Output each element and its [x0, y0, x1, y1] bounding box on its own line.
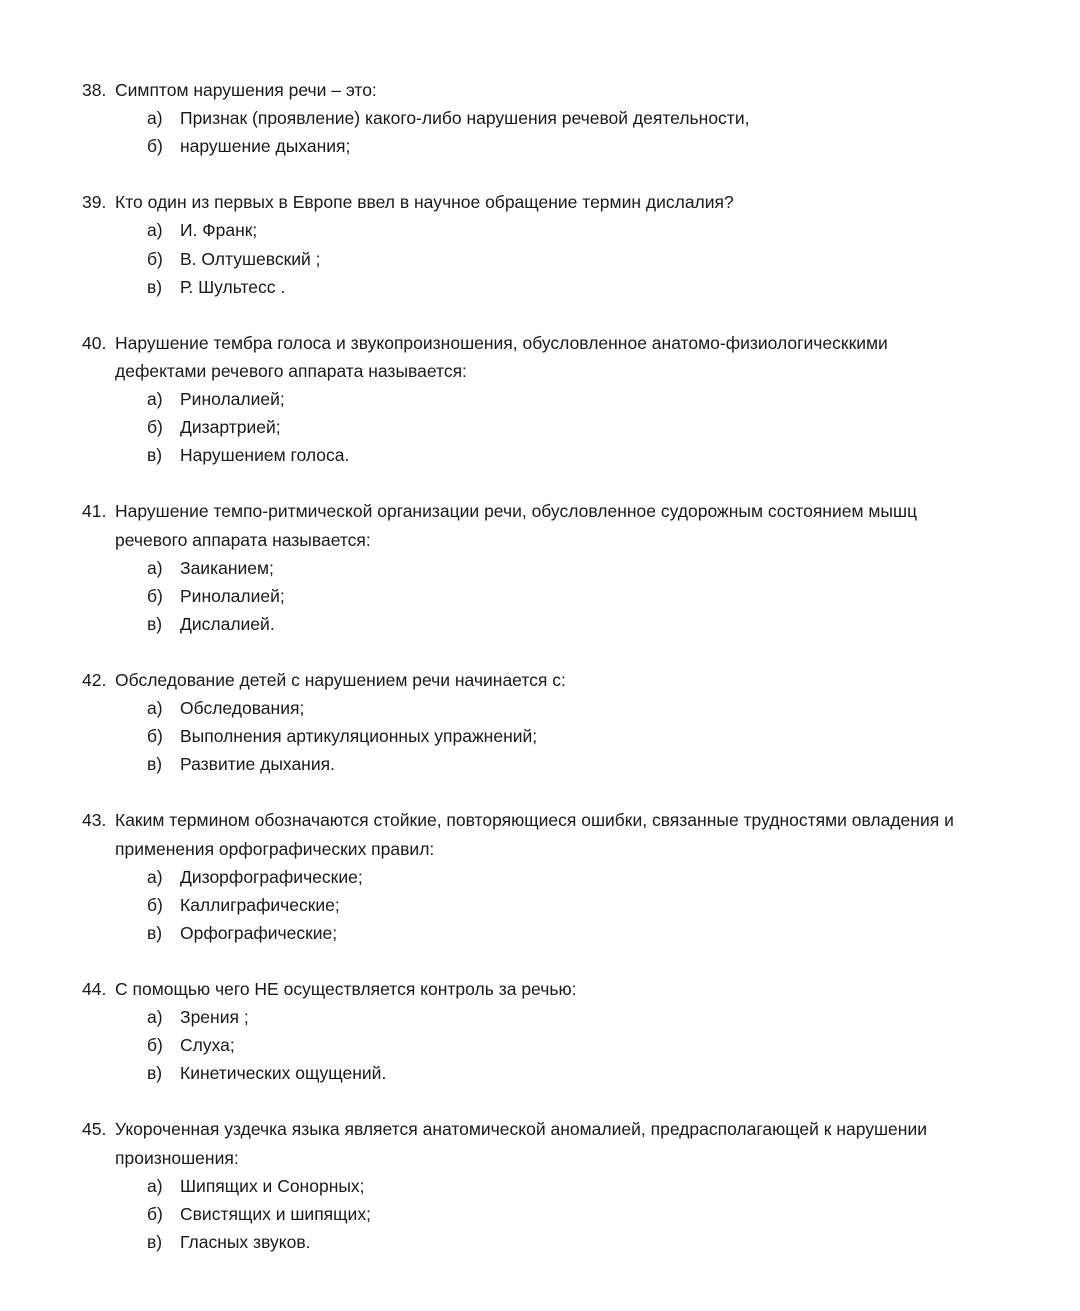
option-letter: а) — [147, 1175, 163, 1196]
question-44 — [0, 975, 1080, 1087]
answer-option — [0, 554, 1080, 582]
answer-option — [0, 610, 1080, 638]
option-letter: в) — [147, 445, 163, 466]
option-letter: б) — [147, 894, 163, 915]
option-letter: б) — [147, 1035, 163, 1056]
document-page — [0, 76, 1080, 1284]
option-letter: б) — [147, 585, 163, 606]
option-letter: а) — [147, 1007, 163, 1028]
option-text: Шипящих и Сонорных; — [180, 1175, 365, 1196]
answer-option — [0, 413, 1080, 441]
option-text: Обследования; — [180, 698, 305, 719]
question-line — [0, 1115, 1080, 1143]
option-text: Выполнения артикуляционных упражнений; — [180, 726, 538, 747]
option-text: Нарушением голоса. — [180, 445, 350, 466]
question-text: Нарушение темпо-ритмической организации речи, обусловленное судорожным состоянием мышц — [115, 501, 918, 522]
question-text: Обследование детей с нарушением речи начинается с: — [115, 669, 566, 690]
answer-option — [0, 1172, 1080, 1200]
question-line — [0, 76, 1080, 104]
question-number: 39. — [82, 192, 107, 213]
question-text: применения орфографических правил: — [115, 838, 435, 859]
question-line — [0, 497, 1080, 525]
option-letter: в) — [147, 613, 163, 634]
question-text: речевого аппарата называется: — [115, 529, 371, 550]
option-text: Гласных звуков. — [180, 1231, 311, 1252]
question-45 — [0, 1115, 1080, 1255]
answer-option — [0, 216, 1080, 244]
option-text: И. Франк; — [180, 220, 258, 241]
question-line — [0, 1144, 1080, 1172]
option-text: Дизартрией; — [180, 417, 281, 438]
question-number: 38. — [82, 80, 107, 100]
answer-option — [0, 385, 1080, 413]
answer-option — [0, 694, 1080, 722]
option-letter: в) — [147, 754, 163, 775]
option-text: Орфографические; — [180, 922, 338, 943]
option-text: Зрения ; — [180, 1007, 249, 1028]
question-line — [0, 806, 1080, 834]
option-text: В. Олтушевский ; — [180, 248, 321, 269]
option-letter: а) — [147, 389, 163, 410]
question-line — [0, 835, 1080, 863]
question-number: 44. — [82, 979, 107, 999]
answer-option — [0, 1003, 1080, 1031]
option-letter: а) — [147, 557, 163, 578]
question-38 — [0, 76, 1080, 160]
option-text: Каллиграфические; — [180, 894, 340, 915]
question-text: Кто один из первых в Европе ввел в научное обращение термин дислалия? — [115, 192, 734, 213]
option-letter: а) — [147, 220, 163, 241]
question-text: дефектами речевого аппарата называется: — [115, 360, 467, 381]
option-letter: в) — [147, 1231, 163, 1252]
option-text: Ринолалией; — [180, 389, 285, 410]
option-text: Р. Шультесс . — [180, 276, 286, 297]
question-number: 41. — [82, 501, 107, 522]
option-text: нарушение дыхания; — [180, 136, 351, 157]
option-letter: в) — [147, 1063, 163, 1084]
answer-option — [0, 245, 1080, 273]
answer-option — [0, 1059, 1080, 1087]
option-letter: б) — [147, 417, 163, 438]
answer-option — [0, 1200, 1080, 1228]
option-text: Признак (проявление) какого-либо нарушения речевой деятельности, — [180, 108, 750, 129]
question-line — [0, 329, 1080, 357]
answer-option — [0, 273, 1080, 301]
option-letter: а) — [147, 866, 163, 887]
answer-option — [0, 750, 1080, 778]
question-text: Нарушение тембра голоса и звукопроизношения, обусловленное анатомо-физиологическкими — [115, 332, 888, 353]
option-letter: а) — [147, 108, 163, 129]
question-text: Каким термином обозначаются стойкие, повторяющиеся ошибки, связанные трудностями овладения и — [115, 810, 954, 831]
answer-option — [0, 104, 1080, 132]
answer-option — [0, 582, 1080, 610]
question-39 — [0, 188, 1080, 300]
question-text: Симптом нарушения речи – это: — [115, 80, 377, 100]
option-text: Дислалией. — [180, 613, 275, 634]
question-number: 42. — [82, 669, 107, 690]
option-text: Слуха; — [180, 1035, 235, 1056]
question-text: Укороченная уздечка языка является анатомической аномалией, предрасполагающей к нарушении — [115, 1119, 927, 1140]
option-letter: б) — [147, 726, 163, 747]
option-letter: а) — [147, 698, 163, 719]
question-line — [0, 975, 1080, 1003]
answer-option — [0, 722, 1080, 750]
question-43 — [0, 806, 1080, 946]
option-letter: б) — [147, 1203, 163, 1224]
option-text: Ринолалией; — [180, 585, 285, 606]
option-letter: в) — [147, 922, 163, 943]
answer-option — [0, 1228, 1080, 1256]
answer-option — [0, 919, 1080, 947]
question-line — [0, 357, 1080, 385]
option-letter: в) — [147, 276, 163, 297]
answer-option — [0, 441, 1080, 469]
question-number: 40. — [82, 332, 107, 353]
answer-option — [0, 863, 1080, 891]
option-text: Заиканием; — [180, 557, 274, 578]
option-letter: б) — [147, 136, 163, 157]
question-line — [0, 666, 1080, 694]
option-text: Дизорфографические; — [180, 866, 363, 887]
question-line — [0, 188, 1080, 216]
answer-option — [0, 132, 1080, 160]
option-letter: б) — [147, 248, 163, 269]
option-text: Кинетических ощущений. — [180, 1063, 387, 1084]
question-text: С помощью чего НЕ осуществляется контроль за речью: — [115, 979, 577, 999]
option-text: Свистящих и шипящих; — [180, 1203, 371, 1224]
answer-option — [0, 891, 1080, 919]
question-text: произношения: — [115, 1147, 239, 1168]
question-42 — [0, 666, 1080, 778]
answer-option — [0, 1031, 1080, 1059]
option-text: Развитие дыхания. — [180, 754, 335, 775]
question-41 — [0, 497, 1080, 637]
question-line — [0, 526, 1080, 554]
question-number: 43. — [82, 810, 107, 831]
question-number: 45. — [82, 1119, 107, 1140]
question-40 — [0, 329, 1080, 469]
